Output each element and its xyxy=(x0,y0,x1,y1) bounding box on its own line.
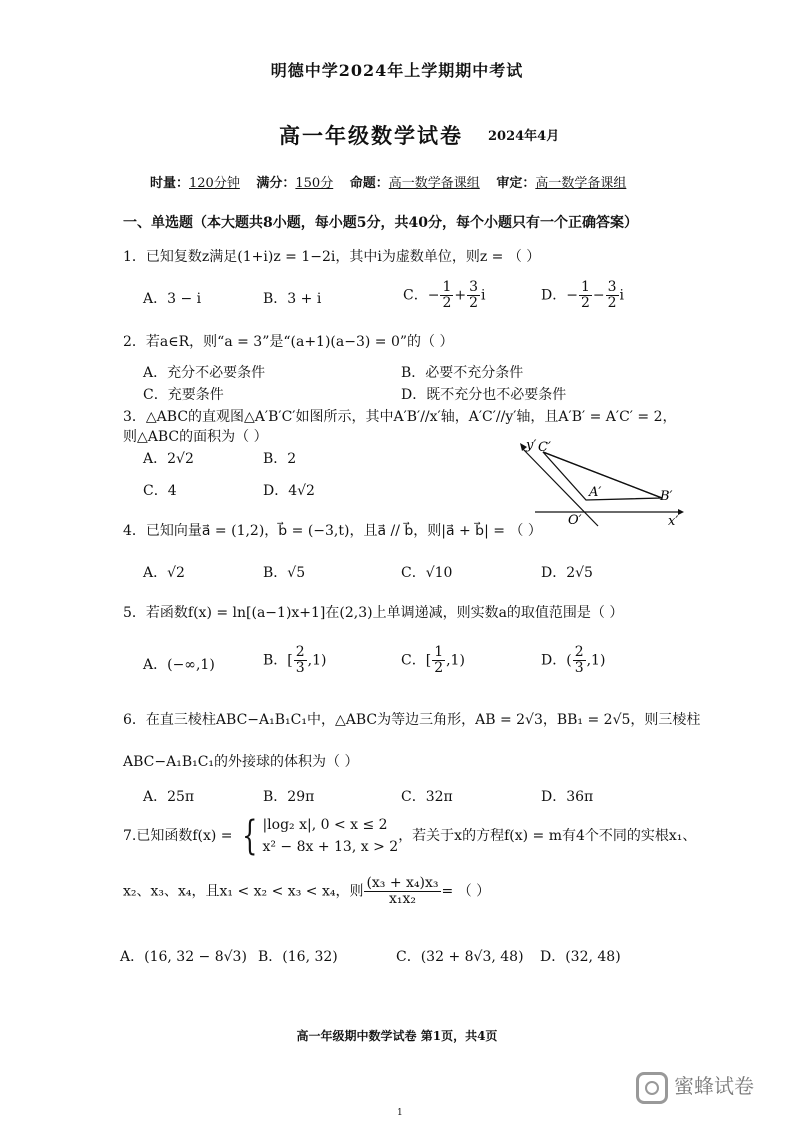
question-3-stem-line2: 则△ABC的面积为（ ） xyxy=(123,429,268,445)
question-5-stem: 5．若函数f(x) = ln[(a−1)x+1]在(2,3)上单调递减，则实数a的取值范围是（ ） xyxy=(123,605,624,621)
q5-option-b: B．[ $\frac{2}{3}$ ,1) xyxy=(263,644,327,676)
author-label: 命题： xyxy=(349,176,389,191)
q4-option-a: A．√2 xyxy=(143,565,185,581)
score-label: 满分： xyxy=(256,176,296,191)
q5-option-c: C．[ $\frac{1}{2}$ ,1) xyxy=(401,644,465,676)
label-x: x′ xyxy=(668,514,679,529)
question-6-stem-line2: ABC−A₁B₁C₁的外接球的体积为（ ） xyxy=(123,754,359,770)
reviewer-label: 审定： xyxy=(496,176,536,191)
label-b: B′ xyxy=(660,489,673,504)
reviewer-value: 高一数学备课组 xyxy=(535,176,627,191)
q5-option-d: D．( $\frac{2}{3}$ ,1) xyxy=(541,644,606,676)
page-number: 1 xyxy=(397,1108,403,1118)
question-4-stem: 4．已知向量a⃗ = (1,2)，b⃗ = (−3,t)，且a⃗ // b⃗，则|a⃗ + b⃗| = （ ） xyxy=(123,523,542,539)
exam-meta xyxy=(150,172,638,191)
question-7-stem-line1: 7.已知函数f(x) = { |log₂ x|, 0 < x ≤ 2 x² − 8x + 13, x > 2 ，若关于x的方程f(x) = m有4个不同的实根x₁、 xyxy=(123,813,697,859)
q1-option-a: A．3 − i xyxy=(143,291,202,307)
question-3-stem-line1: 3．△ABC的直观图△A′B′C′如图所示，其中A′B′//x′轴，A′C′//y′轴，且A′B′ = A′C′ = 2， xyxy=(123,409,677,425)
q4-option-c: C．√10 xyxy=(401,565,453,581)
score-value: 150分 xyxy=(295,176,334,191)
x-axis-arrow xyxy=(678,509,684,515)
watermark-text: 蜜蜂试卷 xyxy=(674,1074,754,1098)
q4-option-d: D．2√5 xyxy=(541,565,593,581)
q3-option-c: C．4 xyxy=(143,483,177,499)
q7-option-a: A．(16, 32 − 8√3) xyxy=(120,949,247,965)
q2-option-d: D．既不充分也不必要条件 xyxy=(401,387,567,403)
q2-option-b: B．必要不充分条件 xyxy=(401,365,524,381)
side-bc xyxy=(543,452,662,498)
question-2-stem: 2．若a∈R，则“a = 3”是“(a+1)(a−3) = 0”的（ ） xyxy=(123,334,454,350)
time-label: 时量： xyxy=(150,176,190,191)
q3-option-d: D．4√2 xyxy=(263,483,315,499)
q3-figure xyxy=(510,432,690,532)
y-axis xyxy=(522,448,598,526)
question-7-stem-line2: x₂、x₃、x₄，且x₁ < x₂ < x₃ < x₄，则 $\frac{\text{(x₃ + x₄)x₃}}{\text{x₁x₂}}$ = （ ） xyxy=(123,875,491,907)
school-exam-title: 明德中学2024年上学期期中考试 xyxy=(270,61,524,80)
q2-option-a: A．充分不必要条件 xyxy=(143,365,266,381)
q6-option-b: B．29π xyxy=(263,789,315,805)
label-o: O′ xyxy=(568,513,582,528)
question-1-stem: 1．已知复数z满足(1+i)z = 1−2i，其中i为虚数单位，则z = （ ） xyxy=(123,249,541,265)
q4-option-b: B．√5 xyxy=(263,565,306,581)
q7-option-d: D．(32, 48) xyxy=(540,949,621,965)
q2-option-c: C．充要条件 xyxy=(143,387,224,403)
q5-option-a: A．(−∞,1) xyxy=(143,657,215,673)
watermark-logo-icon xyxy=(636,1072,668,1104)
label-a: A′ xyxy=(589,485,602,500)
q7-piece-2: x² − 8x + 13, x > 2 xyxy=(262,839,399,855)
q6-option-d: D．36π xyxy=(541,789,594,805)
paper-title: 高一年级数学试卷 xyxy=(279,123,463,148)
q7-option-c: C．(32 + 8√3, 48) xyxy=(396,949,524,965)
paper-date: 2024年4月 xyxy=(488,129,560,144)
label-y: y′ xyxy=(526,438,537,453)
page-footer: 高一年级期中数学试卷 第1页，共4页 xyxy=(296,1029,498,1043)
question-6-stem-line1: 6．在直三棱柱ABC−A₁B₁C₁中，△ABC为等边三角形，AB = 2√3，BB₁ = 2√5，则三棱柱 xyxy=(123,712,701,728)
q3-option-a: A．2√2 xyxy=(143,451,194,467)
q6-option-a: A．25π xyxy=(143,789,195,805)
q1-option-d: D．− $\frac{1}{2}$ − $\frac{3}{2}$ i xyxy=(541,279,625,311)
q7-piece-1: |log₂ x|, 0 < x ≤ 2 xyxy=(262,817,388,833)
q3-option-b: B．2 xyxy=(263,451,297,467)
q1-option-b: B．3 + i xyxy=(263,291,322,307)
q6-option-c: C．32π xyxy=(401,789,453,805)
q1-option-c: C．− $\frac{1}{2}$ + $\frac{3}{2}$ i xyxy=(403,279,486,311)
q7-option-b: B．(16, 32) xyxy=(258,949,338,965)
section-heading: 一、单选题（本大题共8小题，每小题5分，共40分，每个小题只有一个正确答案） xyxy=(123,215,638,231)
watermark xyxy=(636,1070,754,1104)
label-c: C′ xyxy=(538,440,551,455)
time-value: 120分钟 xyxy=(189,176,240,191)
author-value: 高一数学备课组 xyxy=(388,176,480,191)
